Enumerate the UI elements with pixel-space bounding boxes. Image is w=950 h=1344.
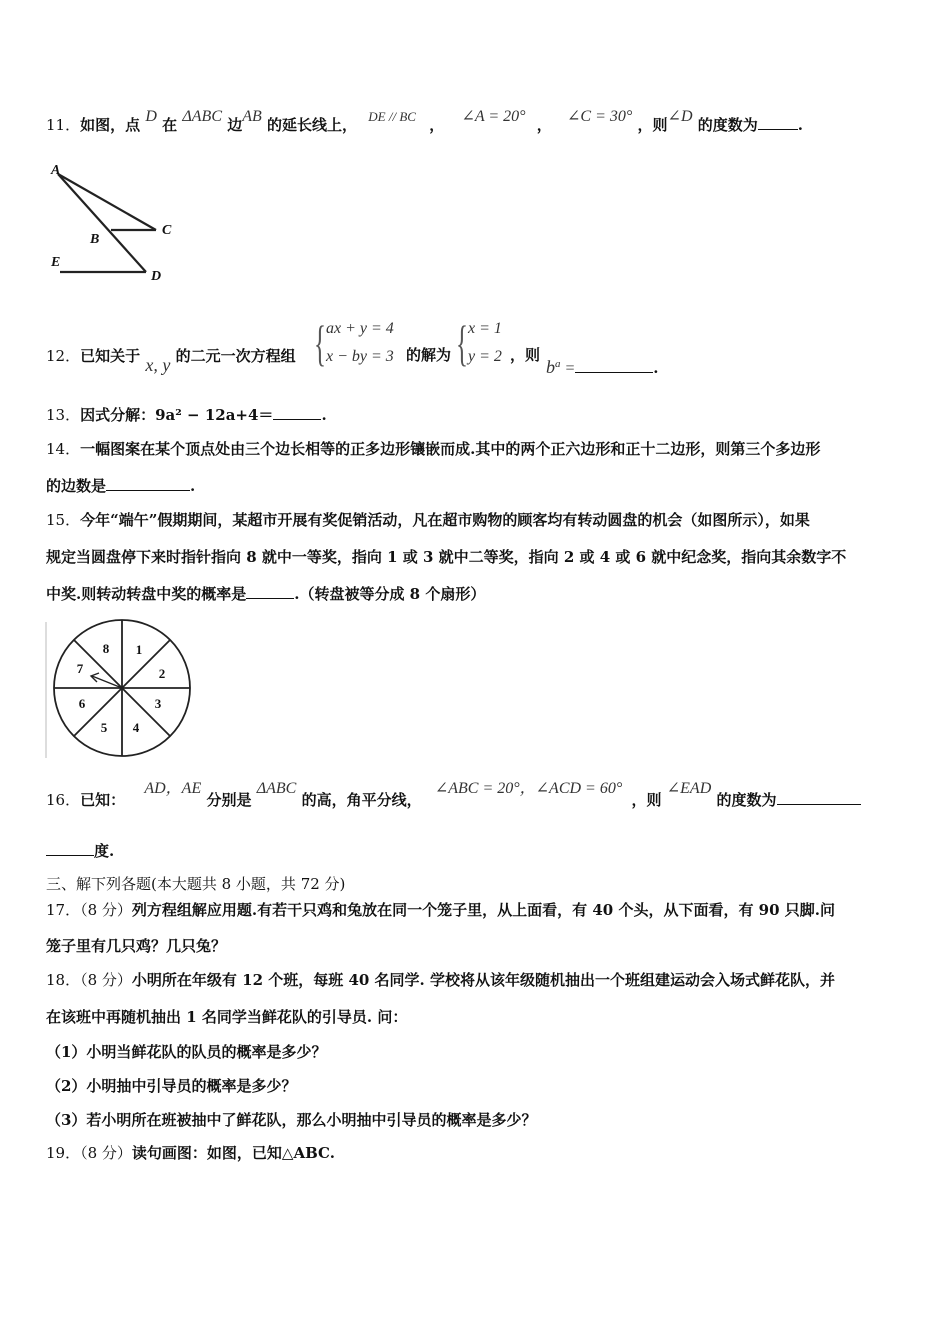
question-number: 11． <box>46 116 81 134</box>
question-number: 15． <box>46 511 81 529</box>
question-score: （8 分） <box>80 971 132 989</box>
answer-blank[interactable] <box>758 115 798 130</box>
sub-question: （3）若小明所在班被抽中了鲜花队，那么小明抽中引导员的概率是多少？ <box>46 1111 537 1129</box>
question-13: 13．因式分解：9a² − 12a+4＝ . <box>46 406 327 424</box>
spinner-figure <box>44 618 198 762</box>
question-16: 16．已知： AD，AE 分别是 ΔABC 的高，角平分线， ∠ABC = 20°，∠ACD = 60° ，则 ∠EAD 的度数为 <box>46 790 861 811</box>
question-15: 15．今年“端午”假期期间，某超市开展有奖促销活动，凡在超市购物的顾客均有转动圆盘的机会（如图所示），如果 <box>46 511 810 529</box>
equation-system: { ax + y = 4 x − by = 3 <box>314 315 394 371</box>
question-score: （8 分） <box>80 901 132 919</box>
question-12: 12．已知关于 x, y 的二元一次方程组 <box>46 347 296 375</box>
question-number: 18． <box>46 971 81 989</box>
sub-question: （1）小明当鲜花队的队员的概率是多少？ <box>46 1043 327 1061</box>
sector-label-5: 5 <box>100 720 108 735</box>
label-e: E <box>51 255 61 270</box>
sector-label-1: 1 <box>135 642 143 657</box>
question-14: 14．一幅图案在某个顶点处由三个边长相等的正多边形镶嵌而成.其中的两个正六边形和正十二边形，则第三个多边形 <box>46 440 821 458</box>
label-b: B <box>90 232 100 247</box>
segment-ad <box>58 174 146 272</box>
sector-label-2: 2 <box>158 666 166 681</box>
sector-label-4: 4 <box>132 720 140 735</box>
sector-label-7: 7 <box>76 661 84 676</box>
answer-blank[interactable] <box>106 476 190 491</box>
question-number: 19． <box>46 1144 81 1162</box>
question-number: 17． <box>46 901 81 919</box>
question-19: 19．（8 分）读句画图：如图，已知△ABC. <box>46 1144 335 1162</box>
question-11: 11．如图，点 D 在 ΔABC 边AB 的延长线上， DE // BC ， ∠A = 20° ， ∠C = 30° ，则∠D 的度数为 . <box>46 108 803 134</box>
answer-blank[interactable] <box>777 790 861 805</box>
sub-question: （2）小明抽中引导员的概率是多少？ <box>46 1077 297 1095</box>
sector-label-3: 3 <box>154 696 162 711</box>
question-number: 13． <box>46 406 81 424</box>
question-number: 12． <box>46 347 81 365</box>
question-17: 17．（8 分）列方程组解应用题.有若干只鸡和兔放在同一个笼子里，从上面看，有 40 个头，从下面看，有 90 只脚.问 <box>46 901 835 919</box>
question-number: 16． <box>46 791 81 809</box>
answer-blank-continued[interactable] <box>46 841 94 856</box>
segment-ac <box>58 174 156 230</box>
section-heading: 三、解下列各题(本大题共 8 小题，共 72 分) <box>46 875 346 893</box>
sector-label-6: 6 <box>78 696 86 711</box>
question-18: 18．（8 分）小明所在年级有 12 个班，每班 40 名同学. 学校将从该年级随机抽出一个班组建运动会入场式鲜花队，并 <box>46 971 835 989</box>
solution-system: { x = 1 y = 2 <box>456 315 502 371</box>
question-number: 14． <box>46 440 81 458</box>
label-c: C <box>162 223 172 238</box>
answer-blank[interactable] <box>246 584 294 599</box>
label-d: D <box>151 269 162 284</box>
label-a: A <box>51 163 61 178</box>
question-score: （8 分） <box>80 1144 132 1162</box>
sector-label-8: 8 <box>102 641 110 656</box>
answer-blank[interactable] <box>273 405 321 420</box>
answer-blank[interactable] <box>575 358 653 373</box>
triangle-figure <box>46 160 186 285</box>
